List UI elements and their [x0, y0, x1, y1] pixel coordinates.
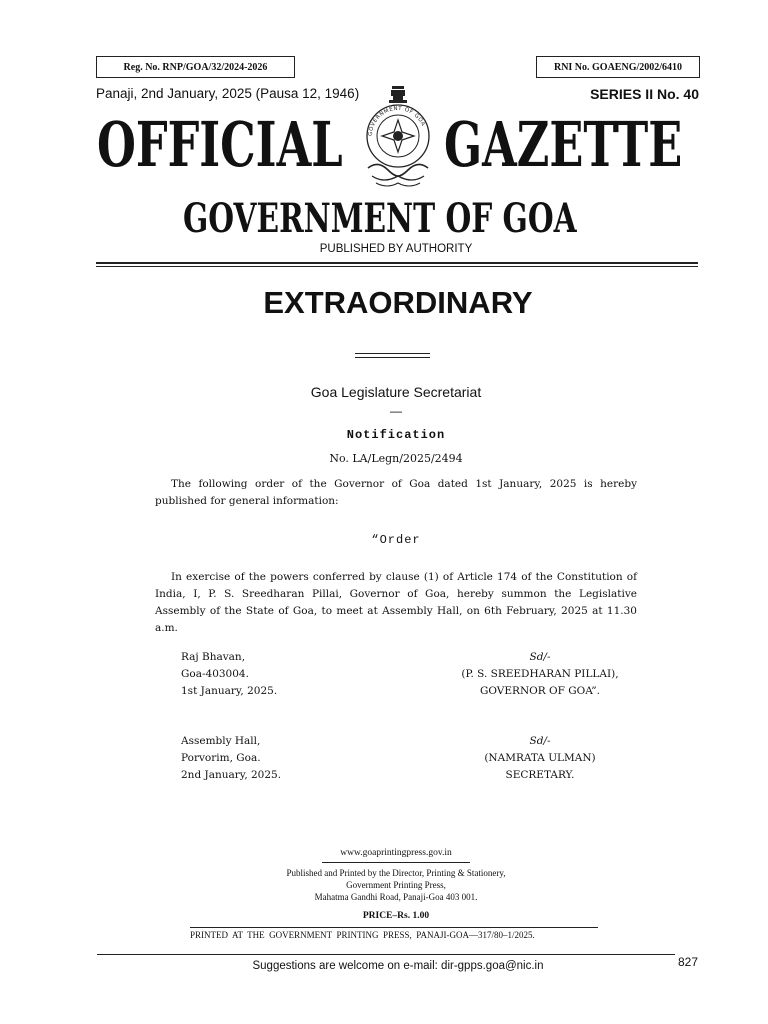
- suggestions-line: Suggestions are welcome on e-mail: dir-gpps.goa@nic.in: [252, 960, 544, 972]
- signatory-designation: SECRETARY.: [505, 769, 575, 781]
- place-line: 2nd January, 2025.: [181, 769, 282, 781]
- government-of-goa-title: GOVERNMENT OF GOA: [183, 195, 577, 242]
- place-line: Goa-403004.: [181, 668, 249, 680]
- registration-number: Reg. No. RNP/GOA/32/2024-2026: [123, 61, 268, 73]
- department-name: Goa Legislature Secretariat: [310, 384, 482, 400]
- series-number: SERIES II No. 40: [590, 86, 699, 102]
- header-rule-top: [96, 262, 698, 264]
- rni-number-box: [536, 56, 700, 78]
- emblem-icon: [358, 84, 438, 196]
- price-rule: [190, 927, 598, 928]
- website-link[interactable]: www.goaprintingpress.gov.in: [340, 848, 452, 858]
- page-number: 827: [678, 955, 699, 969]
- date-line: Panaji, 2nd January, 2025 (Pausa 12, 1946): [96, 86, 360, 101]
- website-underline: [322, 862, 470, 863]
- signature-block-1: [430, 649, 650, 700]
- publisher-line: Published and Printed by the Director, Printing & Stationery,: [286, 868, 506, 878]
- title-gazette: GAZETTE: [444, 108, 683, 181]
- order-heading: “Order: [371, 533, 421, 547]
- publisher-line: Government Printing Press,: [346, 880, 446, 890]
- printed-at: PRINTED AT THE GOVERNMENT PRINTING PRESS, PANAJI-GOA—317/80–1/2025.: [190, 930, 535, 940]
- goa-emblem: [358, 84, 438, 196]
- title-official: OFFICIAL: [97, 108, 343, 181]
- footer-rule: [97, 954, 675, 955]
- emblem-ring-text: GOVERNMENT OF GOA: [367, 105, 426, 137]
- place-line: 1st January, 2025.: [181, 685, 278, 697]
- department-dash: —: [390, 404, 402, 418]
- signed-mark: Sd/-: [529, 651, 551, 663]
- signed-mark: Sd/-: [529, 735, 551, 747]
- signature-place-1: [181, 649, 361, 700]
- notification-heading: Notification: [346, 428, 446, 442]
- publisher-line: Mahatma Gandhi Road, Panaji-Goa 403 001.: [314, 892, 478, 902]
- place-line: Porvorim, Goa.: [181, 752, 261, 764]
- publisher-info: [0, 867, 768, 903]
- price: PRICE–Rs. 1.00: [362, 911, 430, 921]
- section-rule-bottom: [355, 357, 430, 358]
- signature-block-2: [430, 733, 650, 784]
- signatory-designation: GOVERNOR OF GOA”.: [480, 685, 600, 697]
- header-rule-bottom: [96, 266, 698, 267]
- registration-number-box: [96, 56, 295, 78]
- published-by-authority: PUBLISHED BY AUTHORITY: [319, 243, 473, 255]
- notification-number: No. LA/Legn/2025/2494: [329, 452, 463, 465]
- place-line: Assembly Hall,: [181, 735, 261, 747]
- signatory-name: (NAMRATA ULMAN): [484, 752, 596, 764]
- extraordinary-heading: EXTRAORDINARY: [263, 285, 533, 320]
- rni-number: RNI No. GOAENG/2002/6410: [553, 61, 683, 73]
- order-paragraph: In exercise of the powers conferred by clause (1) of Article 174 of the Constitution of India, I, P. S. Sreedharan Pillai, Governor of Goa, hereby summon the Legislative Assembly of the State of Goa, to meet at Assembly Hall, on 6th February, 2025 at 11.30 a.m.: [155, 571, 637, 634]
- place-line: Raj Bhavan,: [181, 651, 246, 663]
- section-rule-top: [355, 353, 430, 354]
- signature-place-2: [181, 733, 361, 784]
- intro-paragraph: The following order of the Governor of Goa dated 1st January, 2025 is hereby published for general information:: [155, 478, 637, 507]
- signatory-name: (P. S. SREEDHARAN PILLAI),: [461, 668, 619, 680]
